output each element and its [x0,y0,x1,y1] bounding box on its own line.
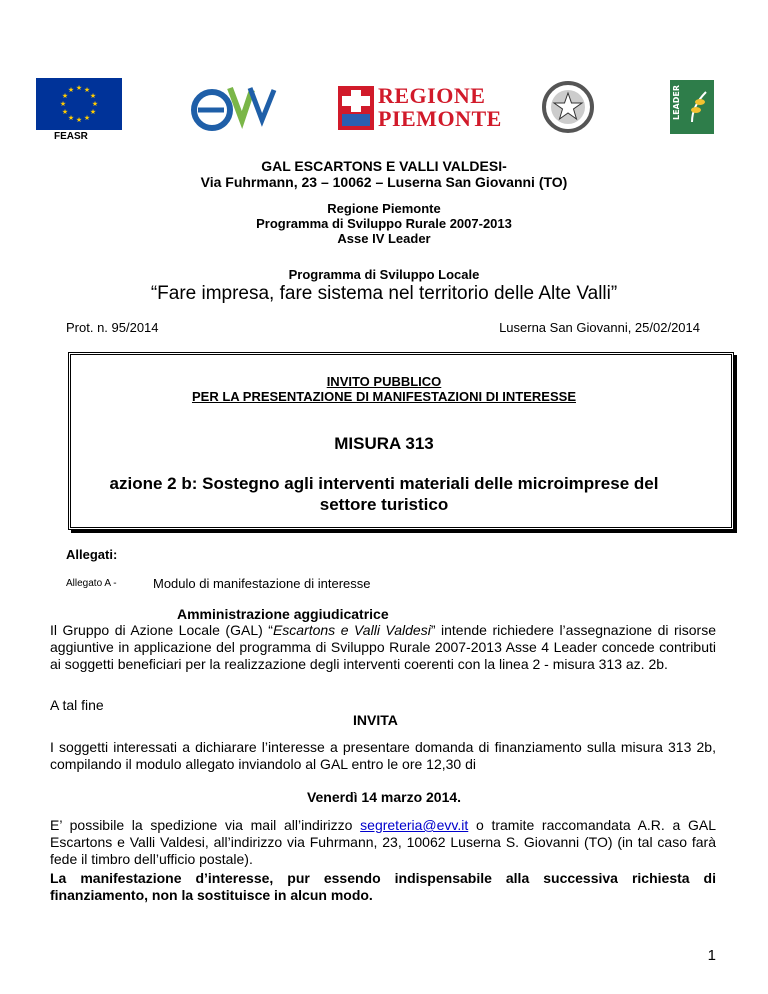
regione-line2: PIEMONTE [378,106,502,131]
measure-title: MISURA 313 [334,434,434,453]
evv-logo [190,80,282,132]
email-link[interactable]: segreteria@evv.it [360,817,469,833]
regione-line1: REGIONE [378,83,486,108]
italian-republic-emblem [541,80,595,134]
org-address: Via Fuhrmann, 23 – 10062 – Luserna San Giovanni (TO) [200,174,568,190]
svg-text:★: ★ [61,108,69,116]
axis-name: Asse IV Leader [337,231,431,246]
action-line2: settore turistico [319,495,449,514]
programme-name: Programma di Sviluppo Rurale 2007-2013 [256,216,512,231]
attachment-desc: Modulo di manifestazione di interesse [153,576,371,591]
invita-heading: INVITA [353,712,398,728]
svg-text:★: ★ [89,92,97,100]
slogan: “Fare impresa, fare sistema nel territorio delle Alte Valli” [150,283,618,304]
local-programme: Programma di Sviluppo Locale [288,267,480,282]
eu-stars-icon [36,78,122,130]
protocol-number: Prot. n. 95/2014 [66,320,159,335]
gal-name-italic: Escartons e Valli Valdesi [272,622,431,638]
region-name: Regione Piemonte [327,201,441,216]
svg-text:★: ★ [83,86,91,94]
svg-text:★: ★ [83,114,91,122]
leader-logo [670,80,714,134]
submission-paragraph: E’ possibile la spedizione via mail all’indirizzo segreteria@evv.it o tramite raccomandata A.R. a GAL Escartons e Valli Valdesi, all’indirizzo via Fuhrmann, 23, 10062 Luserna S. Giovanni (TO) (in tal caso farà fede il timbro dell’ufficio postale). [50,817,716,867]
attachment-label: Allegato A - [66,578,117,589]
org-name: GAL ESCARTONS E VALLI VALDESI- [261,158,507,174]
invite-paragraph: I soggetti interessati a dichiarare l’interesse a presentare domanda di finanziamento sulla misura 313 2b, compilando il modulo allegato inviandolo al GAL entro le ore 12,30 di [50,739,716,772]
feasr-label: FEASR [54,131,88,142]
action-line1: azione 2 b: Sostegno agli interventi materiali delle microimprese del [109,474,659,493]
admin-heading: Amministrazione aggiudicatrice [177,606,389,622]
regione-shield-icon [338,86,374,130]
deadline: Venerdì 14 marzo 2014. [306,789,462,805]
page-number: 1 [707,947,716,964]
svg-text:★: ★ [89,108,97,116]
leader-logo-text: LEADER [672,84,681,120]
intro-paragraph: Il Gruppo di Azione Locale (GAL) “Escartons e Valli Valdesi” intende richiedere l’assegnazione di risorse aggiuntive in applicazione del programma di Sviluppo Rurale 2007-2013 Asse 4 Leader concede contributi ai soggetti beneficiari per la realizzazione degli interventi coerenti con la linea 2 - misura 313 az. 2b. [50,622,716,672]
place-date: Luserna San Giovanni, 25/02/2014 [499,320,700,335]
svg-text:★: ★ [67,114,75,122]
svg-text:★: ★ [75,116,83,124]
regione-piemonte-logo [338,83,502,134]
svg-text:★: ★ [75,84,83,92]
to-this-end: A tal fine [50,697,104,713]
svg-text:★: ★ [61,92,69,100]
eu-flag-logo [36,78,122,130]
notice-subtitle: PER LA PRESENTAZIONE DI MANIFESTAZIONI DI INTERESSE [191,389,576,404]
svg-text:★: ★ [91,100,99,108]
notice-title: INVITO PUBBLICO [326,374,442,389]
svg-text:★: ★ [59,100,67,108]
svg-text:★: ★ [67,86,75,94]
attachments-heading: Allegati: [66,547,118,562]
disclaimer-paragraph: La manifestazione d’interesse, pur essendo indispensabile alla successiva richiesta di finanziamento, non la sostituisce in alcun modo. [50,870,716,903]
